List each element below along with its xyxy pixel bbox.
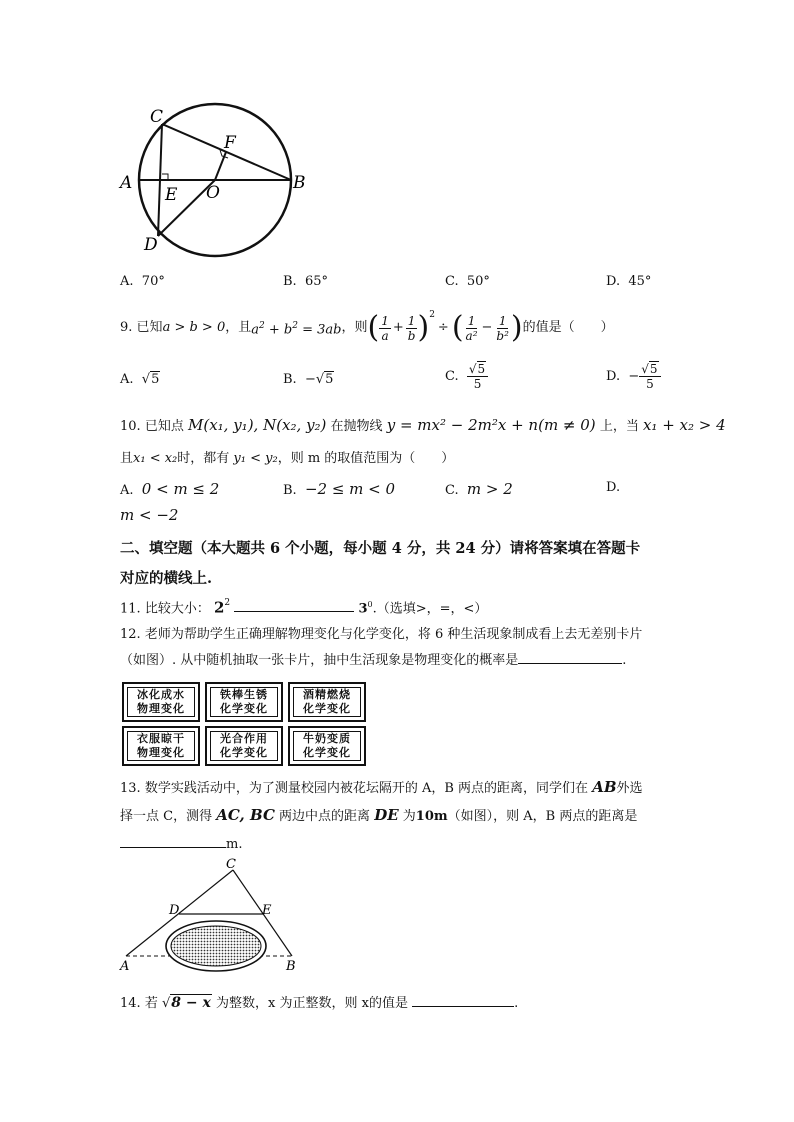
q8-option-d[interactable]: D. 45° xyxy=(606,274,652,289)
q13-answer-blank[interactable] xyxy=(120,847,226,848)
label-D: D xyxy=(144,235,158,255)
label-C: C xyxy=(226,857,236,872)
label-A: A xyxy=(120,173,133,193)
label-B: B xyxy=(293,173,306,193)
q10-option-d-label[interactable]: D. xyxy=(606,480,621,495)
card-4: 衣服晾干 物理变化 xyxy=(122,726,200,766)
q14: 14. 若 √8 − x 为整数，x 为正整数，则 x的值是 . xyxy=(120,995,519,1011)
q13-line1: 13. 数学实践活动中，为了测量校园内被花坛隔开的 A，B 两点的距离，同学们在 AB外选 xyxy=(120,778,643,796)
q12-line2: （如图）. 从中随机抽取一张卡片，抽中生活现象是物理变化的概率是 . xyxy=(120,653,627,668)
q9-option-c[interactable]: C. $\frac{√5}{5}$ xyxy=(445,362,488,391)
q9-stem: 9. 已知 a > b > 0 ，且 $a^2 + b^2 = 3ab$ ，则 ( $\frac{1}{a}$ + $\frac{1}{b}$ ) $^2$ ÷ ( $\frac{1}{\text{a²}}$ − $\frac{1}{\text{b²}}$ ) 的值是（ ） xyxy=(120,310,614,345)
q11: 11. 比较大小： $2^2$ $3^0$.（选填>，=，<） xyxy=(120,598,488,617)
q9-option-a[interactable]: A. √5 xyxy=(120,372,160,387)
label-E: E xyxy=(262,903,272,918)
label-D: D xyxy=(169,903,180,918)
label-A: A xyxy=(120,959,130,974)
q8-option-a[interactable]: A. 70° xyxy=(120,274,165,289)
triangle-flowerbed-figure xyxy=(116,856,312,976)
q8-option-c[interactable]: C. 50° xyxy=(445,274,490,289)
label-F: F xyxy=(224,133,236,153)
card-6: 牛奶变质 化学变化 xyxy=(288,726,366,766)
q10-line2: 且x₁ < x₂时，都有 y₁ < y₂，则 m 的取值范围为（ ） xyxy=(120,451,455,466)
q10-option-a[interactable]: A. 0 < m ≤ 2 xyxy=(120,480,220,498)
q13-line3: m. xyxy=(120,836,242,854)
card-2: 铁棒生锈 化学变化 xyxy=(205,682,283,722)
q12-line1: 12. 老师为帮助学生正确理解物理变化与化学变化，将 6 种生活现象制成看上去无差别卡片 xyxy=(120,627,643,642)
q10-line1: 10. 已知点 M(x₁, y₁), N(x₂, y₂) 在抛物线 y = mx² − 2m²x + n(m ≠ 0) 上，当 x₁ + x₂ > 4 xyxy=(120,416,726,434)
label-O: O xyxy=(206,183,220,203)
q10-option-d-value[interactable]: m < −2 xyxy=(120,506,179,524)
q10-option-c[interactable]: C. m > 2 xyxy=(445,480,513,498)
section2-heading: 二、填空题（本大题共 6 个小题，每小题 4 分，共 24 分）请将答案填在答题卡 对应的横线上. xyxy=(120,540,641,587)
q9-option-b[interactable]: B. −√5 xyxy=(283,372,334,387)
q9-option-d[interactable]: D. − $\frac{√5}{5}$ xyxy=(606,362,661,391)
circle-figure xyxy=(118,100,308,260)
q10-option-b[interactable]: B. −2 ≤ m < 0 xyxy=(283,480,396,498)
q11-answer-blank[interactable] xyxy=(234,611,354,612)
card-3: 酒精燃烧 化学变化 xyxy=(288,682,366,722)
q13-line2: 择一点 C，测得 AC, BC 两边中点的距离 DE 为10m（如图），则 A，B 两点的距离是 xyxy=(120,806,638,824)
label-B: B xyxy=(286,959,296,974)
label-C: C xyxy=(150,107,164,127)
q14-answer-blank[interactable] xyxy=(412,1006,514,1007)
card-1: 冰化成水 物理变化 xyxy=(122,682,200,722)
label-E: E xyxy=(165,185,178,205)
q12-answer-blank[interactable] xyxy=(518,663,622,664)
q8-option-b[interactable]: B. 65° xyxy=(283,274,328,289)
card-5: 光合作用 化学变化 xyxy=(205,726,283,766)
